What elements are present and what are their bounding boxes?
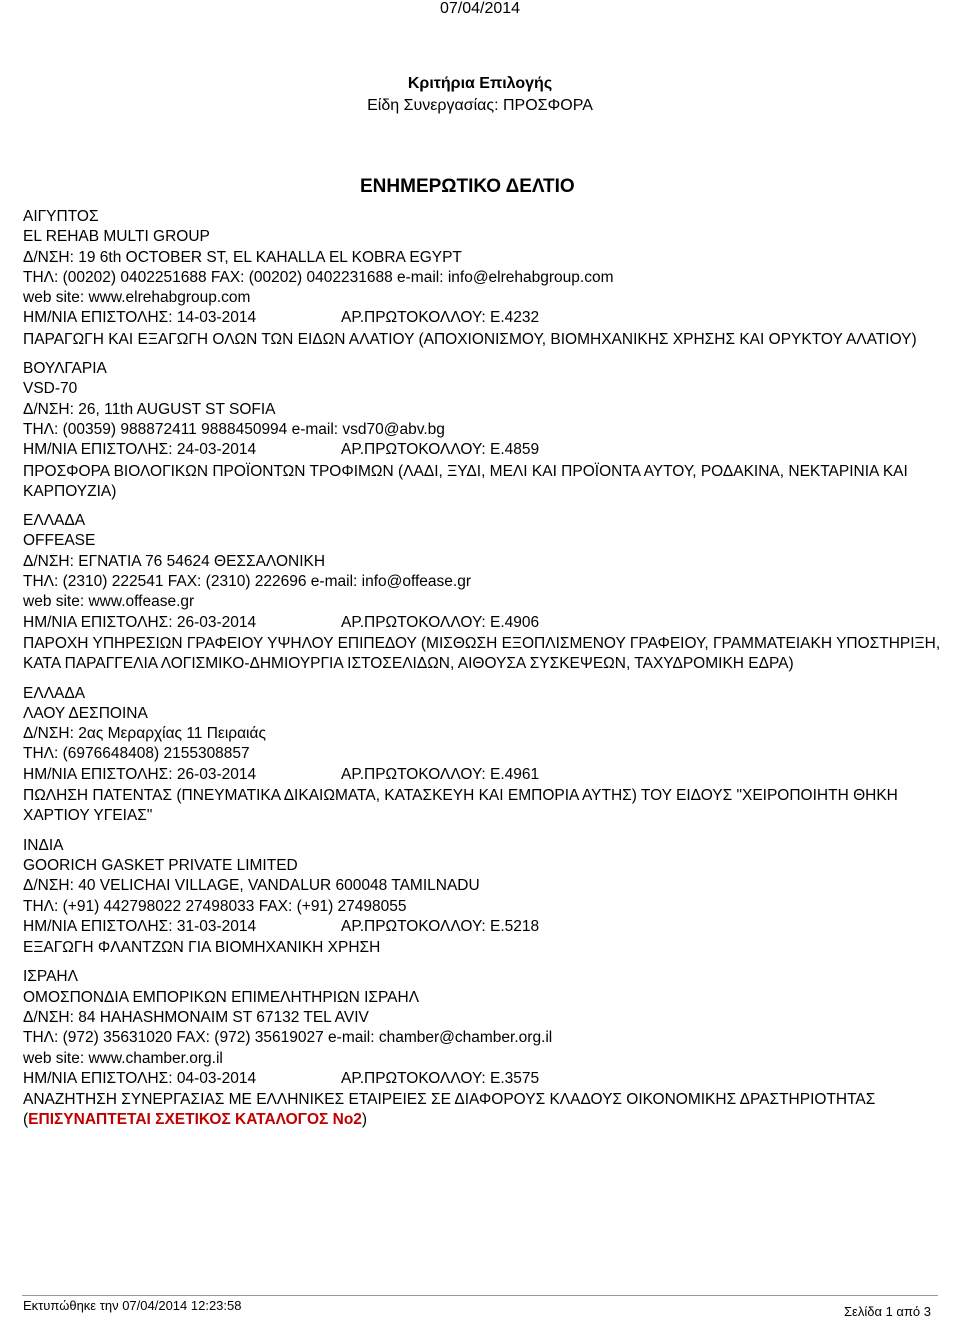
entry-description: ΕΞΑΓΩΓΗ ΦΛΑΝΤΖΩΝ ΓΙΑ ΒΙΟΜΗΧΑΝΙΚΗ ΧΡΗΣΗ xyxy=(23,939,381,957)
entry-company: GOORICH GASKET PRIVATE LIMITED xyxy=(23,856,298,874)
entry-address: Δ/ΝΣΗ: 84 HAHASHMONAIM ST 67132 TEL AVIV xyxy=(23,1008,369,1026)
entry xyxy=(23,836,948,959)
entry-meta xyxy=(23,613,948,633)
entry-description-text: ΑΝΑΖΗΤΗΣΗ ΣΥΝΕΡΓΑΣΙΑΣ ΜΕ ΕΛΛΗΝΙΚΕΣ ΕΤΑΙΡΕΙΕΣ ΣΕ ΔΙΑΦΟΡΟΥΣ ΚΛΑΔΟΥΣ ΟΙΚΟΝΟΜΙΚΗΣ ΔΡΑΣΤΗΡΙΟΤΗΤΑΣ ( xyxy=(23,1091,876,1129)
entry-address: Δ/ΝΣΗ: 19 6th OCTOBER ST, EL KAHALLA EL KOBRA EGYPT xyxy=(23,248,462,266)
entry-country: ΕΛΛΑΔΑ xyxy=(23,512,86,530)
entry-meta xyxy=(23,440,948,460)
entry-description xyxy=(23,1090,948,1131)
entry-description: ΠΑΡΑΓΩΓΗ ΚΑΙ ΕΞΑΓΩΓΗ ΟΛΩΝ ΤΩΝ ΕΙΔΩΝ ΑΛΑΤΙΟΥ (ΑΠΟΧΙΟΝΙΣΜΟΥ, ΒΙΟΜΗΧΑΝΙΚΗΣ ΧΡΗΣΗΣ ΚΑΙ ΟΡΥΚΤΟΥ ΑΛΑΤΙΟΥ) xyxy=(23,330,917,348)
entry-letter-date: ΗΜ/ΝΙΑ ΕΠΙΣΤΟΛΗΣ: 14-03-2014 xyxy=(23,309,257,327)
entry-website: web site: www.chamber.org.il xyxy=(23,1049,223,1067)
entries-list xyxy=(23,207,948,1140)
entry-letter-date: ΗΜ/ΝΙΑ ΕΠΙΣΤΟΛΗΣ: 24-03-2014 xyxy=(23,441,257,459)
footer-page-number: Σελίδα 1 από 3 xyxy=(844,1304,931,1319)
footer-divider xyxy=(22,1295,938,1296)
entry-country: ΙΣΡΑΗΛ xyxy=(23,968,78,986)
entry-meta xyxy=(23,917,948,937)
criteria-title: Κριτήρια Επιλογής xyxy=(407,75,553,92)
entry-address: Δ/ΝΣΗ: 2ας Μεραρχίας 11 Πειραιάς xyxy=(23,725,266,743)
entry-website: web site: www.elrehabgroup.com xyxy=(23,289,251,307)
entry-address: Δ/ΝΣΗ: 40 VELICHAI VILLAGE, VANDALUR 600048 TAMILNADU xyxy=(23,877,480,895)
entry xyxy=(23,359,948,502)
footer-printed: Εκτυπώθηκε την 07/04/2014 12:23:58 xyxy=(23,1298,242,1313)
entry-contact: ΤΗΛ: (+91) 442798022 27498033 FAX: (+91) 27498055 xyxy=(23,897,407,915)
entry-country: ΑΙΓΥΠΤΟΣ xyxy=(23,208,99,225)
entry xyxy=(23,207,948,350)
entry-description: ΠΩΛΗΣΗ ΠΑΤΕΝΤΑΣ (ΠΝΕΥΜΑΤΙΚΑ ΔΙΚΑΙΩΜΑΤΑ, ΚΑΤΑΣΚΕΥΗ ΚΑΙ ΕΜΠΟΡΙΑ ΑΥΤΗΣ) ΤΟΥ ΕΙΔΟΥΣ "ΧΕΙΡΟΠΟΙΗΤΗ ΘΗΚΗ ΧΑΡΤΙΟΥ ΥΓΕΙΑΣ" xyxy=(23,787,898,825)
entry-company: EL REHAB MULTI GROUP xyxy=(23,228,210,246)
entry-protocol: ΑΡ.ΠΡΩΤΟΚΟΛΛΟΥ: Ε.3575 xyxy=(341,1069,540,1087)
entry-meta xyxy=(23,308,948,328)
entry-contact: ΤΗΛ: (00202) 0402251688 FAX: (00202) 0402231688 e-mail: info@elrehabgroup.com xyxy=(23,268,614,286)
entry-country: ΒΟΥΛΓΑΡΙΑ xyxy=(23,360,107,378)
entry-country: ΙΝΔΙΑ xyxy=(23,836,64,854)
entry-description-end: ) xyxy=(361,1111,368,1129)
document-title: ΕΝΗΜΕΡΩΤΙΚΟ ΔΕΛΤΙΟ xyxy=(360,176,575,197)
entry-protocol: ΑΡ.ΠΡΩΤΟΚΟΛΛΟΥ: Ε.4961 xyxy=(341,765,540,783)
entry xyxy=(23,511,948,674)
header-date: 07/04/2014 xyxy=(439,0,521,17)
attachment-note: ΕΠΙΣΥΝΑΠΤΕΤΑΙ ΣΧΕΤΙΚΟΣ ΚΑΤΑΛΟΓΟΣ Νο2 xyxy=(28,1111,362,1129)
criteria-subtitle: Είδη Συνεργασίας: ΠΡΟΣΦΟΡΑ xyxy=(367,97,593,114)
entry-description: ΠΑΡΟΧΗ ΥΠΗΡΕΣΙΩΝ ΓΡΑΦΕΙΟΥ ΥΨΗΛΟΥ ΕΠΙΠΕΔΟΥ (ΜΙΣΘΩΣΗ ΕΞΟΠΛΙΣΜΕΝΟΥ ΓΡΑΦΕΙΟΥ, ΓΡΑΜΜΑΤΕΙΑΚΗ ΥΠΟΣΤΗΡΙΞΗ, ΚΑΤΑ ΠΑΡΑΓΓΕΛΙΑ ΛΟΓΙΣΜΙΚΟ-ΔΗΜΙΟΥΡΓΙΑ ΙΣΤΟΣΕΛΙΔΩΝ, ΑΙΘΟΥΣΑ ΣΥΣΚΕΨΕΩΝ, ΤΑΧΥΔΡΟΜΙΚΗ ΕΔΡΑ) xyxy=(23,634,941,673)
entry-company: VSD-70 xyxy=(23,380,78,398)
entry-country: ΕΛΛΑΔΑ xyxy=(23,684,86,702)
entry-letter-date: ΗΜ/ΝΙΑ ΕΠΙΣΤΟΛΗΣ: 04-03-2014 xyxy=(23,1069,257,1087)
entry-meta xyxy=(23,1069,948,1089)
entry-protocol: ΑΡ.ΠΡΩΤΟΚΟΛΛΟΥ: Ε.4906 xyxy=(341,613,540,631)
entry-contact: ΤΗΛ: (00359) 988872411 9888450994 e-mail: vsd70@abv.bg xyxy=(23,420,445,438)
entry-contact: ΤΗΛ: (972) 35631020 FAX: (972) 35619027 e-mail: chamber@chamber.org.il xyxy=(23,1029,553,1047)
entry-company: ΛΑΟΥ ΔΕΣΠΟΙΝΑ xyxy=(23,704,148,722)
entry xyxy=(23,684,948,827)
entry-company: ΟΜΟΣΠΟΝΔΙΑ ΕΜΠΟΡΙΚΩΝ ΕΠΙΜΕΛΗΤΗΡΙΩΝ ΙΣΡΑΗΛ xyxy=(23,988,420,1006)
entry-protocol: ΑΡ.ΠΡΩΤΟΚΟΛΛΟΥ: Ε.4232 xyxy=(341,309,540,327)
entry-description: ΠΡΟΣΦΟΡΑ ΒΙΟΛΟΓΙΚΩΝ ΠΡΟΪΟΝΤΩΝ ΤΡΟΦΙΜΩΝ (ΛΑΔΙ, ΞΥΔΙ, ΜΕΛΙ ΚΑΙ ΠΡΟΪΟΝΤΑ ΑΥΤΟΥ, ΡΟΔΑΚΙΝΑ, ΝΕΚΤΑΡΙΝΙΑ ΚΑΙ ΚΑΡΠΟΥΖΙΑ) xyxy=(23,462,908,500)
entry-contact: ΤΗΛ: (2310) 222541 FAX: (2310) 222696 e-mail: info@offease.gr xyxy=(23,573,472,591)
entry-protocol: ΑΡ.ΠΡΩΤΟΚΟΛΛΟΥ: Ε.5218 xyxy=(341,917,540,935)
entry-company: OFFEASE xyxy=(23,532,96,550)
entry-letter-date: ΗΜ/ΝΙΑ ΕΠΙΣΤΟΛΗΣ: 26-03-2014 xyxy=(23,613,257,631)
entry-letter-date: ΗΜ/ΝΙΑ ΕΠΙΣΤΟΛΗΣ: 31-03-2014 xyxy=(23,917,257,935)
entry-website: web site: www.offease.gr xyxy=(23,593,195,611)
entry-address: Δ/ΝΣΗ: ΕΓΝΑΤΙΑ 76 54624 ΘΕΣΣΑΛΟΝΙΚΗ xyxy=(23,552,326,570)
entry-contact: ΤΗΛ: (6976648408) 2155308857 xyxy=(23,745,250,763)
entry-address: Δ/ΝΣΗ: 26, 11th AUGUST ST SOFIA xyxy=(23,400,276,418)
entry-meta xyxy=(23,765,948,785)
entry-letter-date: ΗΜ/ΝΙΑ ΕΠΙΣΤΟΛΗΣ: 26-03-2014 xyxy=(23,765,257,783)
entry-protocol: ΑΡ.ΠΡΩΤΟΚΟΛΛΟΥ: Ε.4859 xyxy=(341,441,540,459)
entry xyxy=(23,967,948,1130)
